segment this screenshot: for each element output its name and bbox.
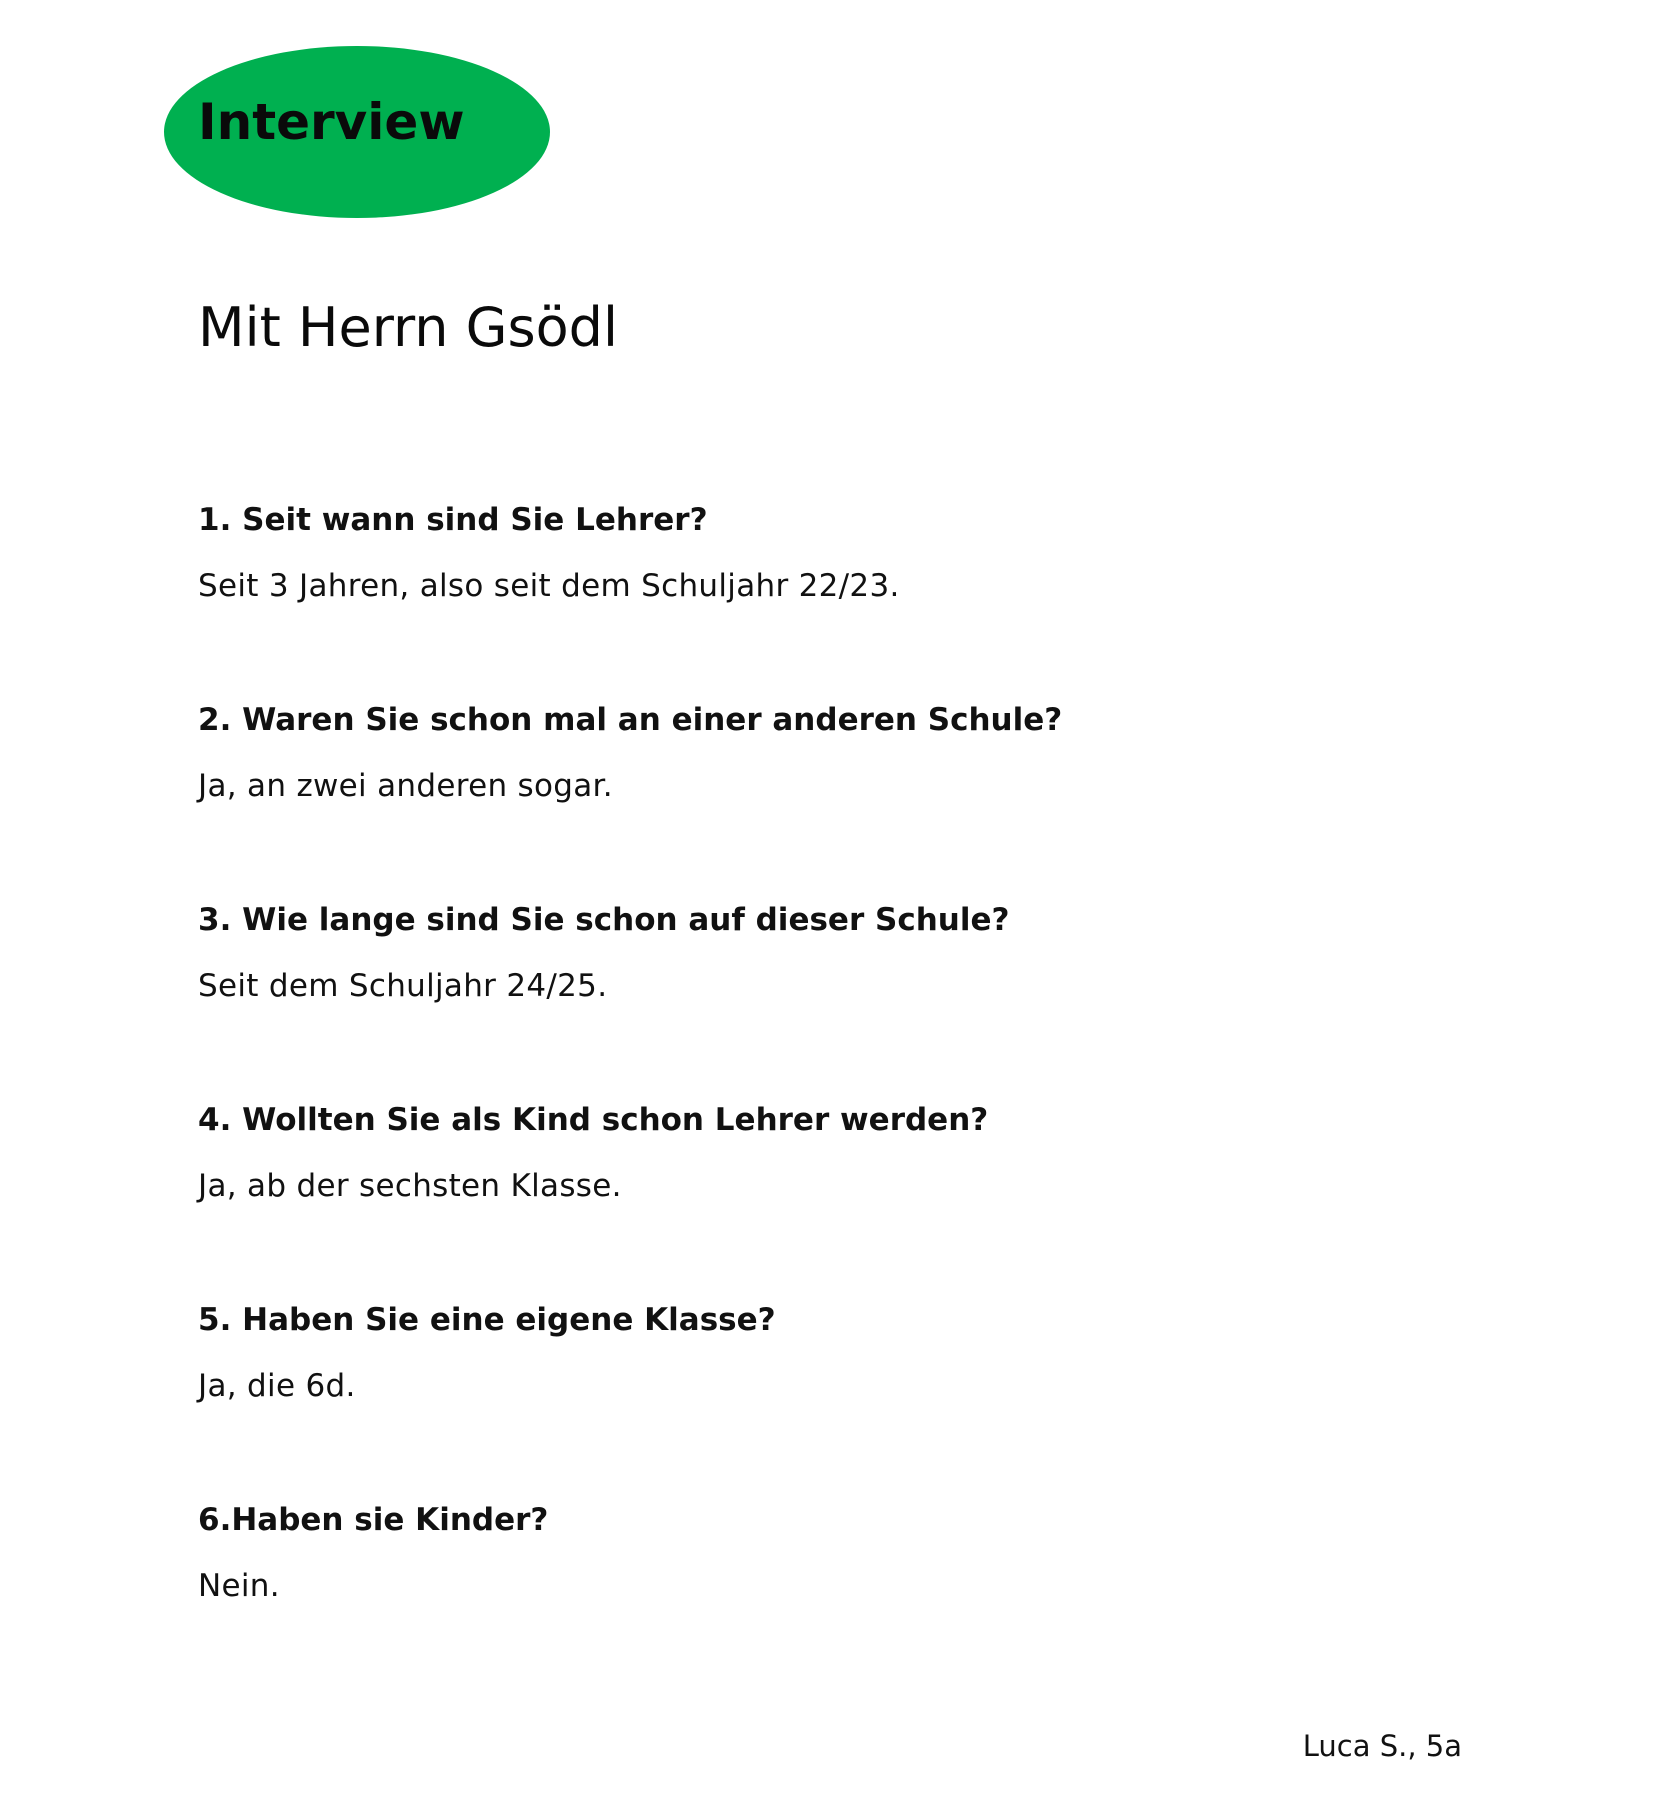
answer: Nein. — [198, 1568, 280, 1604]
question: 5. Haben Sie eine eigene Klasse? — [198, 1302, 776, 1338]
answer: Ja, ab der sechsten Klasse. — [198, 1168, 622, 1204]
answer: Seit 3 Jahren, also seit dem Schuljahr 22/23. — [198, 568, 900, 604]
question: 2. Waren Sie schon mal an einer anderen Schule? — [198, 702, 1063, 738]
interview-list — [198, 500, 1498, 1700]
answer: Ja, die 6d. — [198, 1368, 356, 1404]
title-badge-label: Interview — [198, 93, 465, 151]
qa-item — [198, 1300, 1498, 1500]
qa-item — [198, 900, 1498, 1100]
qa-item — [198, 700, 1498, 900]
question: 4. Wollten Sie als Kind schon Lehrer werden? — [198, 1102, 989, 1138]
qa-item — [198, 1100, 1498, 1300]
page-subtitle: Mit Herrn Gsödl — [198, 296, 618, 359]
question: 1. Seit wann sind Sie Lehrer? — [198, 502, 708, 538]
question: 6.Haben sie Kinder? — [198, 1502, 549, 1538]
question: 3. Wie lange sind Sie schon auf dieser Schule? — [198, 902, 1010, 938]
answer: Ja, an zwei anderen sogar. — [198, 768, 613, 804]
qa-item — [198, 500, 1498, 700]
answer: Seit dem Schuljahr 24/25. — [198, 968, 608, 1004]
qa-item — [198, 1500, 1498, 1700]
author-signature: Luca S., 5a — [1302, 1729, 1462, 1763]
